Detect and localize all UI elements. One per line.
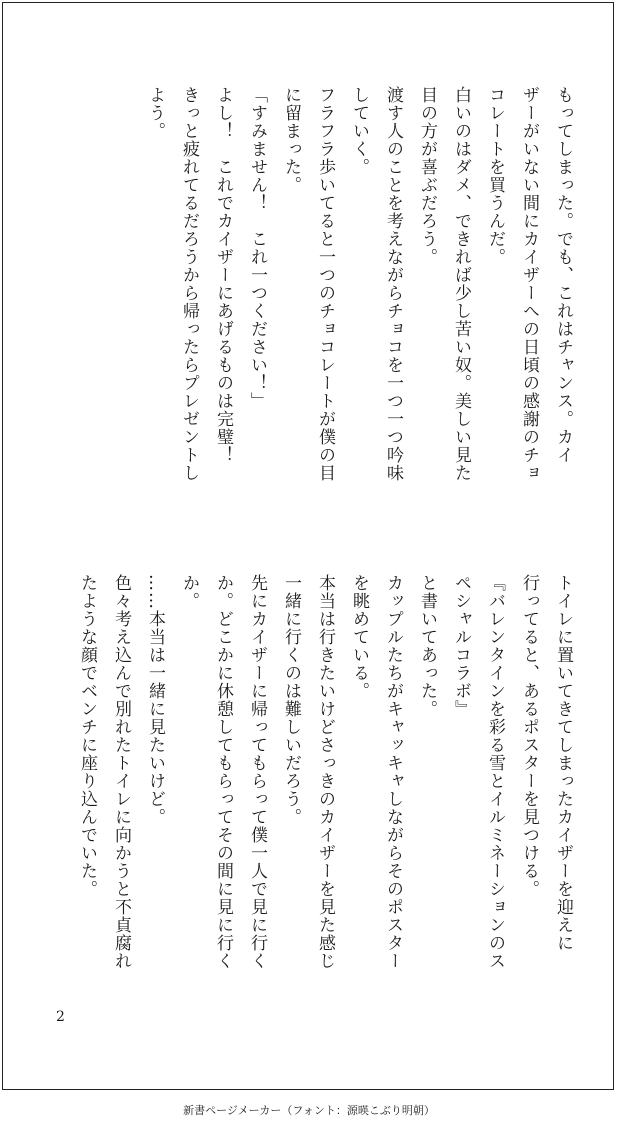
text-line: 目の方が喜ぶだろう。 (417, 86, 437, 266)
text-line: ……本当は一緒に見たいけど。 (145, 574, 165, 826)
text-line: していく。 (349, 86, 369, 176)
text-line: ペシャルコラボ』 (451, 574, 471, 718)
text-line: か。どこかに休憩してもらってその間に見に行く (213, 574, 233, 970)
text-line: よし！ これでカイザーにあげるものは完璧！ (213, 86, 233, 464)
text-line: たような顔でベンチに座り込んでいた。 (77, 574, 97, 898)
text-block-upper (138, 86, 580, 526)
text-line: カップルたちがキャッキャしながらそのポスター (383, 574, 403, 970)
text-line: フラフラ歩いてると一つのチョコレートが僕の目 (315, 86, 335, 482)
text-line: か。 (179, 574, 199, 610)
text-block-lower (70, 574, 580, 1014)
text-line: 本当は行きたいけどさっきのカイザーを見た感じ (315, 574, 335, 970)
text-line: 一緒に行くのは難しいだろう。 (281, 574, 301, 826)
text-line: 先にカイザーに帰ってもらって僕一人で見に行く (247, 574, 267, 970)
text-line: もってしまった。でも、これはチャンス。カイ (553, 86, 573, 464)
dialogue-line: 「すみません！ これ一つください！」 (247, 86, 267, 410)
text-line: 渡す人のことを考えながらチョコを一つ一つ吟味 (383, 86, 403, 482)
text-line: を眺めている。 (349, 574, 369, 700)
text-line: コレートを買うんだ。 (485, 86, 505, 266)
text-line: 『バレンタインを彩る雪とイルミネーションのス (485, 574, 505, 970)
footer-credit: 新書ページメーカー（フォント：源暎こぶり明朝） (183, 1104, 435, 1117)
text-line: と書いてあった。 (417, 574, 437, 718)
text-line: よう。 (145, 86, 165, 140)
text-line: トイレに置いてきてしまったカイザーを迎えに (553, 574, 573, 952)
text-line: ザーがいない間にカイザーへの日頃の感謝のチョ (519, 86, 539, 482)
text-line: きっと疲れてるだろうから帰ったらプレゼントし (179, 86, 199, 482)
text-line: 色々考え込んで別れたトイレに向かうと不貞腐れ (111, 574, 131, 970)
text-line: 白いのはダメ、できれば少し苦い奴。美しい見た (451, 86, 471, 482)
text-line: 行ってると、あるポスターを見つける。 (519, 574, 539, 898)
text-line: に留まった。 (281, 86, 301, 194)
page-number: 2 (56, 1009, 65, 1025)
